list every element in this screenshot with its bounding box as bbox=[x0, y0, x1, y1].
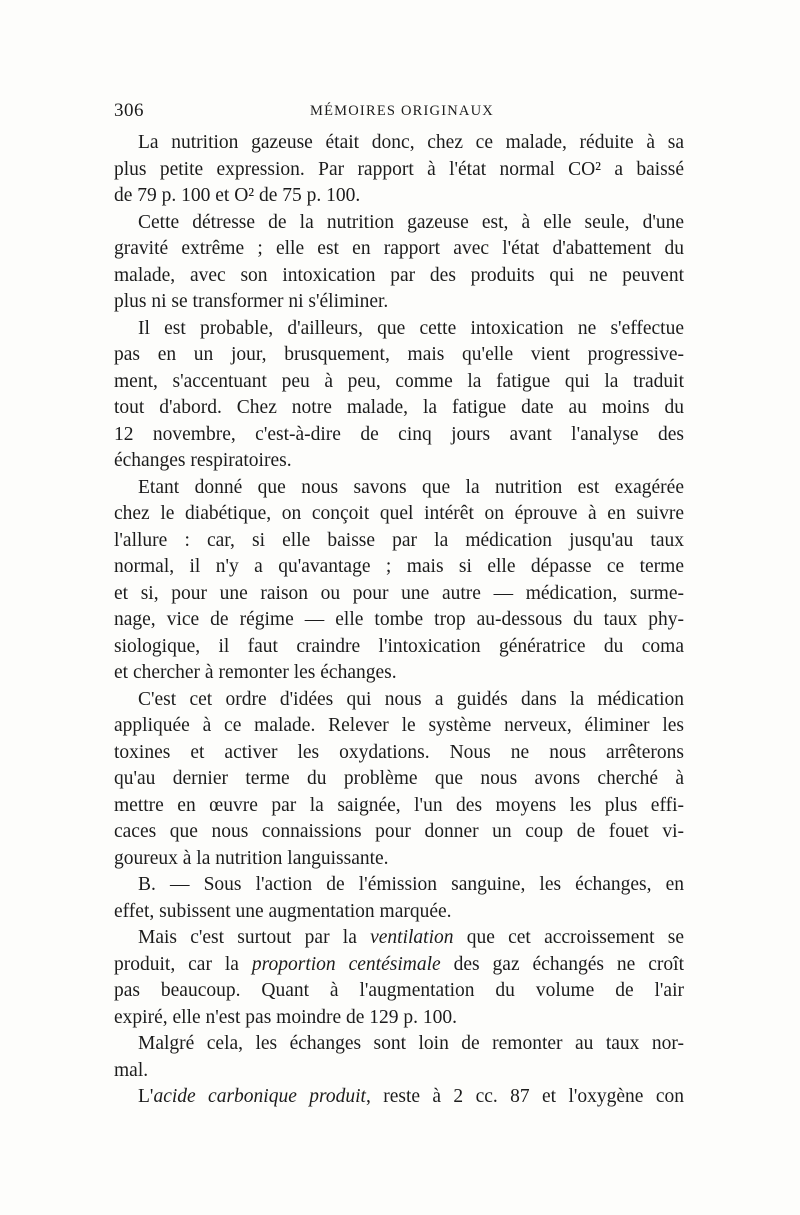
text-line bbox=[114, 369, 684, 396]
text-segment: expiré, elle n'est pas moindre de 129 p. 100. bbox=[114, 1006, 458, 1028]
text-segment: normal, il n'y a qu'avantage ; mais si elle dépasse ce terme bbox=[114, 556, 684, 577]
text-segment: tout d'abord. Chez notre malade, la fatigue date au moins du bbox=[114, 397, 684, 418]
text-segment: plus ni se transformer ni s'éliminer. bbox=[114, 291, 389, 312]
body-text bbox=[114, 130, 684, 1111]
italic-text: proportion centésimale bbox=[251, 953, 441, 975]
text-segment: mettre en œuvre par la saignée, l'un des moyens les plus effi- bbox=[114, 794, 684, 816]
text-segment: caces que nous connaissions pour donner un coup de fouet vi- bbox=[114, 821, 684, 842]
text-segment: B. — Sous l'action de l'émission sanguine, les échanges, en bbox=[138, 874, 684, 895]
text-segment: Mais c'est surtout par la bbox=[138, 927, 371, 948]
text-segment: Malgré cela, les échanges sont loin de remonter au taux nor- bbox=[138, 1033, 684, 1054]
text-segment: Etant donné que nous savons que la nutrition est exagérée bbox=[138, 476, 684, 498]
running-head-title: MÉMOIRES ORIGINAUX bbox=[310, 103, 494, 119]
text-line bbox=[114, 395, 684, 422]
text-segment: goureux à la nutrition languissante. bbox=[114, 847, 389, 869]
text-line bbox=[114, 740, 684, 767]
text-segment: mal. bbox=[114, 1059, 149, 1081]
text-segment: , reste à 2 cc. 87 et l'oxygène con bbox=[365, 1086, 684, 1107]
text-line bbox=[114, 793, 684, 820]
text-segment: siologique, il faut craindre l'intoxication génératrice du coma bbox=[114, 635, 684, 657]
text-line bbox=[114, 1005, 684, 1032]
italic-text: ventilation bbox=[370, 927, 454, 948]
text-segment: toxines et activer les oxydations. Nous ne nous arrêterons bbox=[114, 741, 684, 763]
text-line bbox=[114, 130, 684, 157]
text-segment: 12 novembre, c'est-à-dire de cinq jours avant l'analyse des bbox=[114, 423, 684, 445]
text-line bbox=[114, 925, 684, 952]
text-line bbox=[114, 687, 684, 714]
text-line bbox=[114, 289, 684, 316]
text-line bbox=[114, 475, 684, 502]
text-line bbox=[114, 1031, 684, 1058]
text-segment: échanges respiratoires. bbox=[114, 450, 292, 471]
text-line bbox=[114, 819, 684, 846]
text-segment: appliquée à ce malade. Relever le système nerveux, éliminer les bbox=[114, 715, 684, 736]
text-line bbox=[114, 978, 684, 1005]
text-segment: que cet accroissement se bbox=[453, 927, 684, 948]
text-segment: gravité extrême ; elle est en rapport avec l'état d'abattement du bbox=[114, 238, 684, 259]
text-line bbox=[114, 236, 684, 263]
text-segment: qu'au dernier terme du problème que nous avons cherché à bbox=[114, 768, 684, 789]
text-segment: L' bbox=[138, 1086, 154, 1107]
text-line bbox=[114, 1058, 684, 1085]
text-segment: de 79 p. 100 et O² de 75 p. 100. bbox=[114, 185, 361, 206]
text-segment: plus petite expression. Par rapport à l'état normal CO² a baissé bbox=[114, 158, 684, 180]
text-line bbox=[114, 528, 684, 555]
running-head bbox=[114, 100, 684, 124]
text-line bbox=[114, 342, 684, 369]
text-segment: nage, vice de régime — elle tombe trop au-dessous du taux phy- bbox=[114, 609, 684, 630]
text-segment: produit, car la bbox=[114, 953, 252, 975]
text-segment: pas en un jour, brusquement, mais qu'elle vient progressive- bbox=[114, 344, 684, 365]
text-line bbox=[114, 713, 684, 740]
text-line bbox=[114, 422, 684, 449]
text-line bbox=[114, 952, 684, 979]
text-segment: Il est probable, d'ailleurs, que cette intoxication ne s'effectue bbox=[138, 317, 684, 339]
text-line bbox=[114, 872, 684, 899]
italic-text: acide carbonique produit bbox=[153, 1086, 366, 1107]
text-segment: l'allure : car, si elle baisse par la médication jusqu'au taux bbox=[114, 529, 684, 551]
text-segment: C'est cet ordre d'idées qui nous a guidés dans la médication bbox=[138, 688, 684, 710]
text-segment: pas beaucoup. Quant à l'augmentation du volume de l'air bbox=[114, 980, 684, 1001]
text-line bbox=[114, 263, 684, 290]
page-number: 306 bbox=[114, 100, 144, 121]
text-segment: La nutrition gazeuse était donc, chez ce malade, réduite à sa bbox=[138, 132, 684, 153]
text-line bbox=[114, 607, 684, 634]
text-segment: des gaz échangés ne croît bbox=[440, 953, 684, 975]
text-line bbox=[114, 1084, 684, 1111]
text-line bbox=[114, 316, 684, 343]
text-segment: et chercher à remonter les échanges. bbox=[114, 662, 397, 683]
text-line bbox=[114, 210, 684, 237]
text-segment: et si, pour une raison ou pour une autre — médication, surme- bbox=[114, 582, 684, 604]
text-line bbox=[114, 660, 684, 687]
text-line bbox=[114, 554, 684, 581]
text-line bbox=[114, 899, 684, 926]
text-line bbox=[114, 581, 684, 608]
text-line bbox=[114, 501, 684, 528]
text-line bbox=[114, 448, 684, 475]
text-segment: effet, subissent une augmentation marquée. bbox=[114, 900, 452, 922]
text-line bbox=[114, 766, 684, 793]
text-segment: ment, s'accentuant peu à peu, comme la fatigue qui la traduit bbox=[114, 370, 684, 392]
text-segment: Cette détresse de la nutrition gazeuse est, à elle seule, d'une bbox=[138, 211, 684, 233]
text-line bbox=[114, 634, 684, 661]
text-line bbox=[114, 183, 684, 210]
text-segment: malade, avec son intoxication par des produits qui ne peuvent bbox=[114, 264, 684, 286]
text-line bbox=[114, 157, 684, 184]
text-segment: chez le diabétique, on conçoit quel intérêt on éprouve à en suivre bbox=[114, 503, 684, 524]
text-line bbox=[114, 846, 684, 873]
